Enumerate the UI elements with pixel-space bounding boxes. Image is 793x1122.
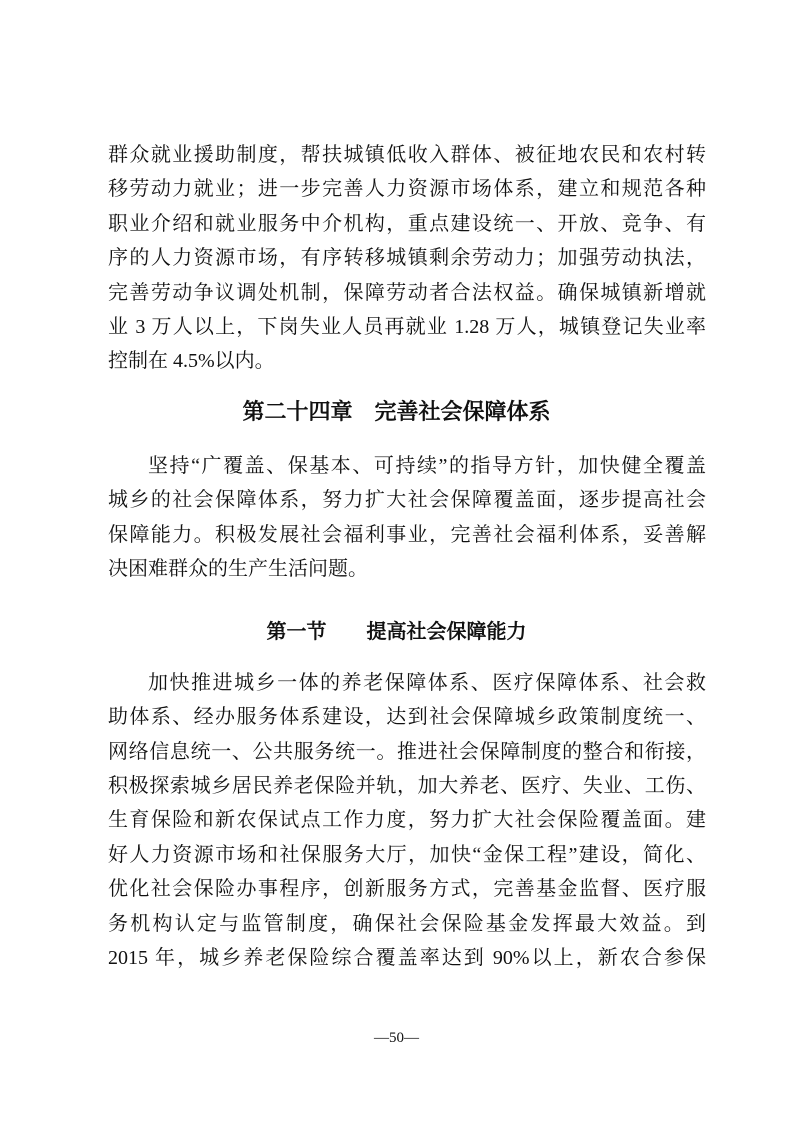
- page-number: —50—: [374, 1030, 419, 1046]
- section-heading: 第一节 提高社会保障能力: [266, 621, 527, 643]
- text-line: 生育保险和新农保试点工作力度，努力扩大社会保险覆盖面。建: [108, 809, 706, 831]
- text-line: 决困难群众的生产生活问题。: [108, 558, 368, 580]
- text-line: 序的人力资源市场，有序转移城镇剩余劳动力；加强劳动执法，: [108, 247, 706, 269]
- text-line: 加快推进城乡一体的养老保障体系、医疗保障体系、社会救: [148, 672, 706, 694]
- text-line: 积极探索城乡居民养老保险并轨，加大养老、医疗、失业、工伤、: [108, 775, 706, 797]
- text-line: 2015 年，城乡养老保险综合覆盖率达到 90%以上，新农合参保: [108, 947, 706, 969]
- text-line: 完善劳动争议调处机制，保障劳动者合法权益。确保城镇新增就: [108, 282, 706, 304]
- text-line: 移劳动力就业；进一步完善人力资源市场体系，建立和规范各种: [108, 178, 706, 200]
- text-line: 控制在 4.5%以内。: [108, 350, 275, 372]
- text-line: 坚持“广覆盖、保基本、可持续”的指导方针，加快健全覆盖: [148, 455, 706, 477]
- text-line: 保障能力。积极发展社会福利事业，完善社会福利体系，妥善解: [108, 524, 706, 546]
- text-line: 职业介绍和就业服务中介机构，重点建设统一、开放、竞争、有: [108, 213, 706, 235]
- text-line: 助体系、经办服务体系建设，达到社会保障城乡政策制度统一、: [108, 706, 706, 728]
- text-line: 城乡的社会保障体系，努力扩大社会保障覆盖面，逐步提高社会: [108, 489, 706, 511]
- text-line: 网络信息统一、公共服务统一。推进社会保障制度的整合和衔接，: [108, 741, 706, 763]
- text-line: 务机构认定与监管制度，确保社会保险基金发挥最大效益。到: [108, 913, 706, 935]
- text-line: 业 3 万人以上，下岗失业人员再就业 1.28 万人，城镇登记失业率: [108, 316, 706, 338]
- chapter-heading: 第二十四章 完善社会保障体系: [242, 399, 551, 424]
- text-line: 优化社会保险办事程序，创新服务方式，完善基金监督、医疗服: [108, 878, 706, 900]
- text-line: 好人力资源市场和社保服务大厅，加快“金保工程”建设，简化、: [108, 844, 706, 866]
- text-line: 群众就业援助制度，帮扶城镇低收入群体、被征地农民和农村转: [108, 144, 706, 166]
